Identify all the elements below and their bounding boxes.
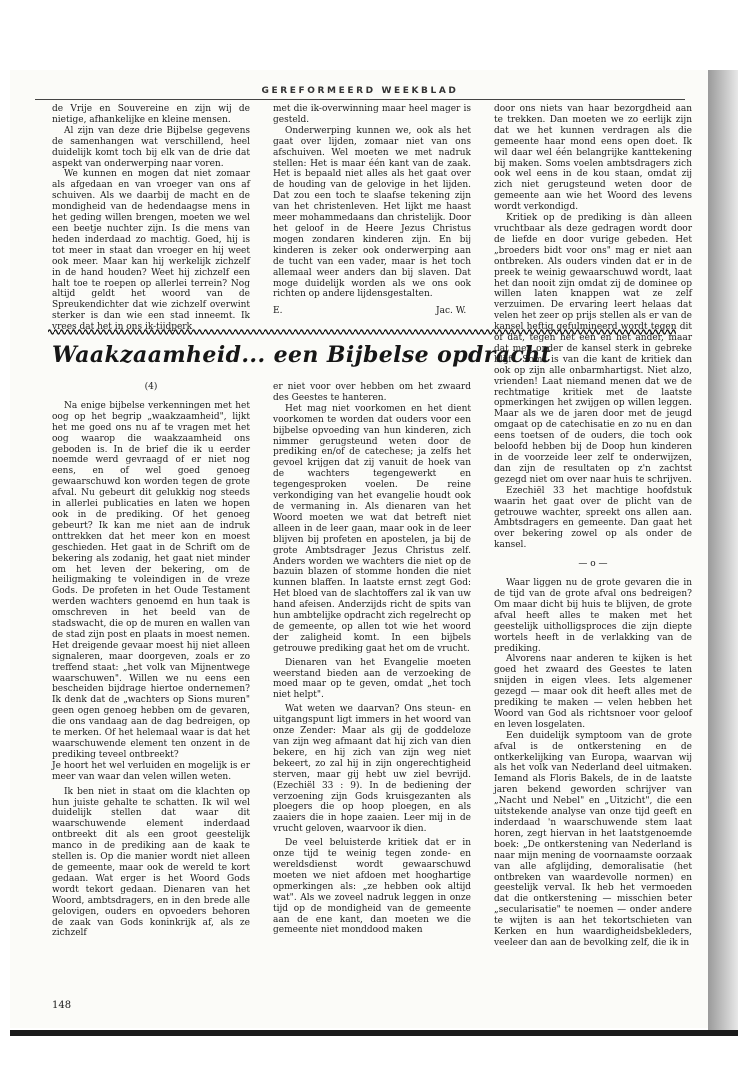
prev-article-col1 <box>52 104 250 322</box>
paragraph: Na enige bijbelse verkenningen met het oog op het begrip „waakzaamheid", lijkt het me goed ons nu af te vragen met het oog waarop die waakzaamheid ons geboden is. In de brief die ik u eerder noemde werd gevraagd of er niet nog eens, en of wel goed genoeg gewaarschuwd kon worden tegen de grote afval. Nu gebeurt dit gelukkig nog steeds in allerlei publicaties en laten we hopen ook in de prediking. Of het genoeg gebeurt? Ik kan me niet aan de indruk onttrekken dat het meer kon en moest geschieden. Het gaat in de Schrift om de bekering als zodanig, het gaat niet minder om het leven der bekering, om de heiligmaking te voleindigen in de vreze Gods. De profeten in het Oude Testament werden wachters genoemd en hun taak is omschreven in het beeld van de stadswacht, die op de muren en wallen van de stad zijn post en plaats in moest nemen. Het dreigende gevaar moest hij niet alleen signaleren, maar doorgeven, zoals er zo treffend staat: „het volk van Mijnentwege waarschuwen". Willen we nu eens een bescheiden bijdrage hiertoe ondernemen? Ik denk dat de „wachters op Sions muren" geen ogen genoeg hebben om de gevaren, die ons vandaag aan de dag bedreigen, op te merken. Of het helemaal waar is dat het waarschuwende element ten onzent in de prediking teveel ontbreekt? <box>52 400 250 760</box>
paragraph: Het mag niet voorkomen en het dient voorkomen te worden dat ouders voor een bijbelse opvoeding van hun kinderen, zich nimmer gerugsteund weten door de prediking en/of de catechese; ja zelfs het gevoel krijgen dat zij vanuit de hoek van de wachters tegengewerkt en tegengesproken voelen. De reine verkondiging van het evangelie houdt ook de vermaning in. Als dienaren van het Woord moeten we wat dat betreft niet alleen in de leer gaan, maar ook in de leer blijven bij profeten en apostelen, ja bij de grote Ambtsdrager Jezus Christus zelf. Anders worden we wachters die niet op de bazuin blazen of stomme honden die niet kunnen blaffen. In laatste ernst zegt God: Het bloed van de slachtoffers zal ik van uw hand afeisen. Anderzijds richt de spits van hun ambtelijke opdracht zich regelrecht op de gemeente, op allen tot wie het woord der zaligheid komt. In een bijbels getrouwe prediking gaat het om de vrucht. <box>273 403 471 654</box>
paragraph: Ezechiël 33 het machtige hoofdstuk waarin het gaat over de plicht van de getrouwe wachter, spreekt ons allen aan. Ambtsdragers en gemeente. Dan gaat het over bekering zowel op als onder de kansel. <box>494 485 692 551</box>
page-edge-shadow <box>708 70 738 1030</box>
page-number: 148 <box>52 1000 72 1011</box>
prev-article-col2 <box>273 104 471 304</box>
article-col2 <box>273 382 471 990</box>
running-header: GEREFORMEERD WEEKBLAD <box>261 86 459 96</box>
section-divider: — o — <box>578 559 608 570</box>
signature-initial: E. <box>273 306 283 316</box>
part-number: (4) <box>144 382 158 392</box>
paragraph: Je hoort het wel verluiden en mogelijk is er meer van waar dan velen willen weten. <box>52 760 250 782</box>
paragraph: Een duidelijk symptoom van de grote afval is de ontkerstening en de ontkerkelijking van Europa, waarvan wij als het volk van Nederland deel uitmaken. Iemand als Floris Bakels, de in de laatste jaren bekend geworden schrijver van „Nacht und Nebel" en „Uitzicht", die een uitstekende analyse van onze tijd geeft en inderdaad 'n waarschuwende stem laat horen, zegt hiervan in het laatstgenoemde boek: „De ontkerstening van Nederland is naar mijn mening de voornaamste oorzaak van alle afglijding, demoralisatie (het ontbreken van waardevolle normen) en geestelijk verval. Ik heb het vermoeden dat die ontkerstening — misschien beter „secularisatie" te noemen — onder andere te wijten is aan het tekortschieten van Kerken en hun waardigheidsbekleders, veeleer dan aan de bevolking zelf, die ik in <box>494 730 692 948</box>
paragraph: Alvorens naar anderen te kijken is het goed het zwaard des Geestes te laten snijden in eigen vlees. Iets algemener gezegd — maar ook dit heeft alles met de prediking te maken — velen hebben het Woord van God als richtsnoer voor geloof en leven losgelaten. <box>494 654 692 730</box>
paragraph: Ik ben niet in staat om die klachten op hun juiste gehalte te schatten. Ik wil wel duidelijk stellen dat waar dit waarschuwende element inderdaad ontbreekt dit als een groot geestelijk manco in de prediking aan de kaak te stellen is. Op die manier wordt niet alleen de gemeente, maar ook de wereld te kort gedaan. Wat erger is het Woord Gods wordt tekort gedaan. Dienaren van het Woord, ambtsdragers, en in den brede alle gelovigen, ouders en opvoeders behoren de zaak van Gods koninkrijk af, als ze zichzelf <box>52 786 250 939</box>
header-rule <box>35 99 685 100</box>
bottom-edge-rule <box>10 1030 738 1036</box>
paragraph: Wat weten we daarvan? Ons steun- en uitgangspunt ligt immers in het woord van onze Zender: Maar als gij de goddeloze van zijn weg afmaant dat hij zich van dien bekere, en hij zich van zijn weg niet bekeert, zo zal hij in zijn ongerechtigheid sterven, maar gij hebt uw ziel bevrijd. (Ezechiël 33 : 9). In de bediening der verzoening zijn Gods kruisgezanten als ploegers die op hoop ploegen, en als zaaiers die in hope zaaien. Leer mij in de vrucht geloven, waarvoor ik dien. <box>273 704 471 835</box>
paragraph: de Vrije en Souvereine en zijn wij de nietige, afhankelijke en kleine mensen. <box>52 104 250 125</box>
paragraph: Dienaren van het Evangelie moeten weerstand bieden aan de verzoeking de moed maar op te geven, omdat „het toch niet helpt". <box>273 657 471 701</box>
paragraph: We kunnen en mogen dat niet zomaar als afgedaan en van vroeger van ons af schuiven. Als we daarbij de macht en de mondigheid van de hedendaagse mens in het geding willen brengen, moeten we wel een beetje nuchter zijn. Is die mens van heden inderdaad zo machtig. Goed, hij is tot meer in staat dan vroeger en hij weet ook meer. Maar kan hij werkelijk zichzelf in de hand houden? Weet hij zichzelf een halt toe te roepen op allerlei terrein? Nog altijd geldt het woord van de Spreukendichter dat wie zichzelf overwint sterker is dan wie een stad inneemt. Ik <box>52 169 250 322</box>
article-col1 <box>52 382 250 990</box>
signature-author: Jac. W. <box>436 306 467 316</box>
paragraph: door ons niets van haar bezorgdheid aan te trekken. Dan moeten we zo eerlijk zijn dat we het kunnen verdragen als die gemeente haar mond eens open doet. Ik wil daar wel één belangrijke kanttekening bij maken. Soms voelen ambtsdragers zich ook wel eens in de kou staan, omdat zij zich niet gerugsteund weten door de gemeente aan wie het Woord des levens wordt verkondigd. <box>494 104 692 213</box>
article-col3 <box>494 104 692 994</box>
paragraph: met die ik-overwinning maar heel mager is gesteld. <box>273 104 471 125</box>
paragraph: De veel beluisterde kritiek dat er in onze tijd te weinig tegen zonde- en wereldsdienst wordt gewaarschuwd moeten we niet afdoen met hooghartige opmerkingen als: „ze hebben ook altijd wat". Als we zoveel nadruk leggen in onze tijd op de mondigheid van de gemeente aan de ene kant, dan moeten we die gemeente niet monddood maken <box>273 838 471 936</box>
paragraph: Kritiek op de prediking is dàn alleen vruchtbaar als deze gedragen wordt door de liefde en door vurige gebeden. Het „broeders bidt voor ons" mag er niet aan ontbreken. Als ouders vinden dat er in de preek te weinig gewaarschuwd wordt, laat het dan nooit zijn omdat zij de dominee op willen laten knappen wat ze zelf verzuimen. De ervaring leert helaas dat velen het zeer op prijs stellen als er van de kansel heftig gefulmineerd wordt tegen dit of dat, tegen het een en het ander, maar dat men onder de kansel sterk in gebreke blijft. Soms is van die kant de kritiek dan ook op zijn alle onbarmhartigst. Niet alzo, vrienden! Laat niemand menen dat we de rechtmatige kritiek met de laatste opmerkingen het zwijgen op willen leggen. Maar als we de jaren door met de jeugd omgaat op de catechisatie en zo nu en dan eens toetsen of de ouders, die toch ook beloofd hebben bij de Doop hun kinderen in de voorzeide leer zelf te onderwijzen, dan zijn de resultaten op z'n zachtst gezegd niet om over naar huis te schrijven. <box>494 213 692 485</box>
article-title: Waakzaamheid... een Bijbelse opdracht <box>52 342 552 368</box>
paragraph: Al zijn van deze drie Bijbelse gegevens de samenhangen wat verschillend, heel duidelijk komt toch bij elk van de drie dat aspekt van onderwerping naar voren. <box>52 125 250 169</box>
paragraph: er niet voor over hebben om het zwaard des Geestes te hanteren. <box>273 382 471 403</box>
paragraph: Onderwerping kunnen we, ook als het gaat over lijden, zomaar niet van ons afschuiven. Wel moeten we met nadruk stellen: Het is maar één kant van de zaak. Het is bepaald niet alles als het gaat over de houding van de gelovige in het lijden. Dat zou een toch te slaafse tekening zijn van het christenleven. Het lijkt me haast meer mohammedaans dan christelijk. Door het geloof in de Heere Jezus Christus mogen zondaren kinderen zijn. En bij kinderen is zeker ook onderwerping aan de tucht van een vader, maar is het toch allemaal weer anders dan bij slaven. Dat moge duidelijk worden als we ons ook richten op andere lijdensgestalten. <box>273 125 471 300</box>
paragraph: Waar liggen nu de grote gevaren die in de tijd van de grote afval ons bedreigen? Om maar dicht bij huis te blijven, de grote afval heeft alles te maken met het geestelijk uitholligsproces die zijn diepte wortels heeft in de verlakking van de prediking. <box>494 578 692 654</box>
